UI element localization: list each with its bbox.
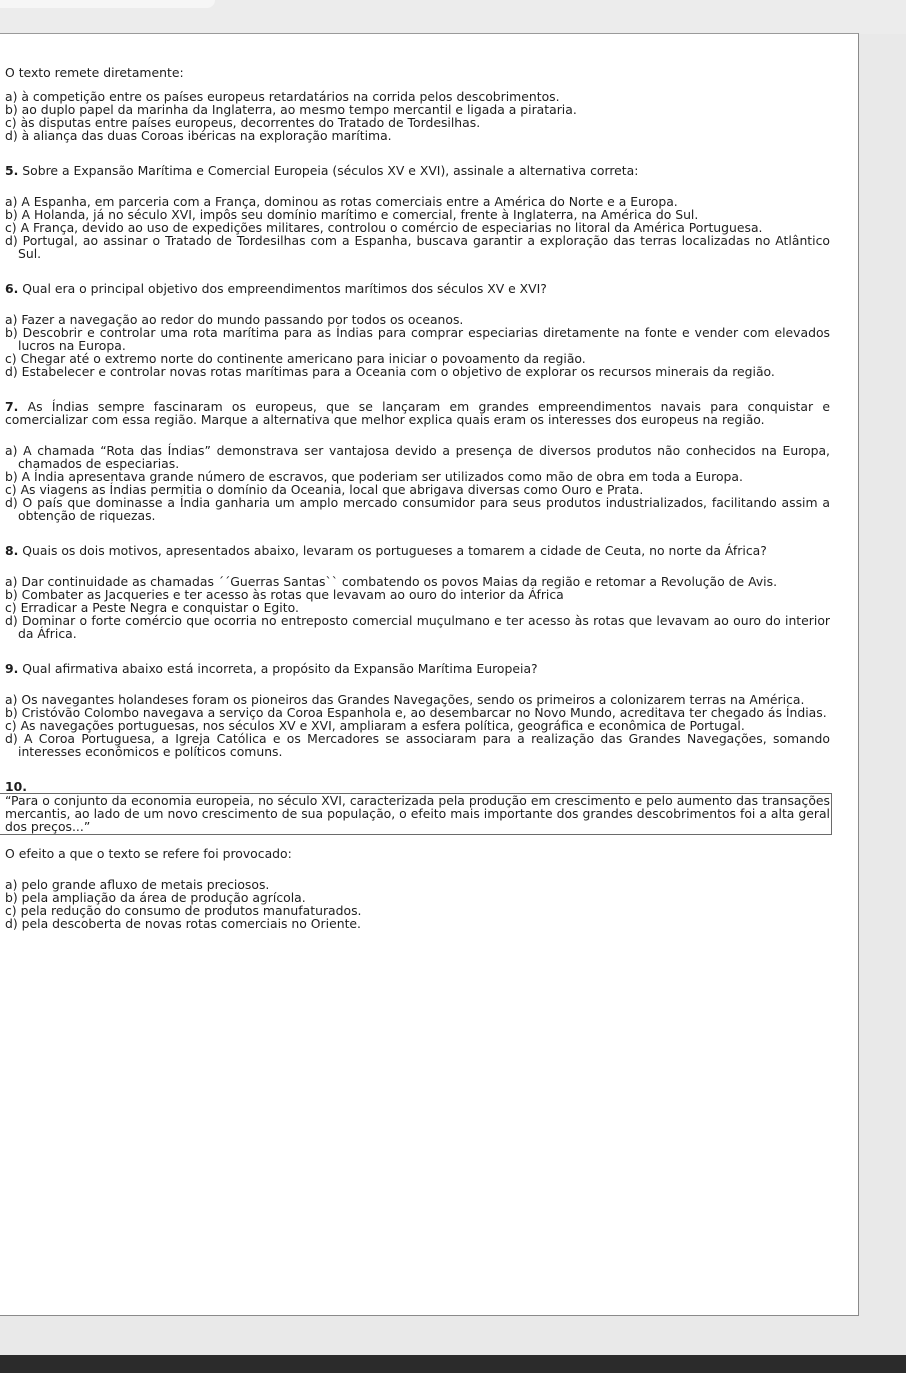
option-b: b) Combater as Jacqueries e ter acesso às rotas que levavam ao ouro do interior da África [5,587,564,602]
quote-box [0,793,832,835]
option-a: a) A chamada “Rota das Índias” demonstrava ser vantajosa devido a presença de diversos produtos não conhecidos na Europa, chamados de especiarias. [5,443,830,471]
option-c: c) pela redução do consumo de produtos manufaturados. [5,903,362,918]
option-c: c) As viagens as Índias permitia o domínio da Oceania, local que abrigava diversas como Ouro e Prata. [5,482,644,497]
option-b: b) A Holanda, já no século XVI, impôs seu domínio marítimo e comercial, frente à Inglaterra, na América do Sul. [5,207,699,222]
question-stem [5,282,830,295]
question-text: Qual era o principal objetivo dos empreendimentos marítimos dos séculos XV e XVI? [22,281,547,296]
question-7 [5,400,830,522]
option-a: a) à competição entre os países europeus retardatários na corrida pelos descobrimentos. [5,89,560,104]
option-d: d) Estabelecer e controlar novas rotas marítimas para a Oceania com o objetivo de explorar os recursos minerais da região. [5,364,775,379]
question-stem [5,662,830,675]
option-d: d) à aliança das duas Coroas ibéricas na exploração marítima. [5,128,392,143]
question-number: 8. [5,543,19,558]
top-tab-shape [0,0,215,8]
option-a: a) A Espanha, em parceria com a França, dominou as rotas comerciais entre a América do Norte e a Europa. [5,194,678,209]
question-stem [5,400,830,426]
question-6 [5,282,830,378]
option-a: a) Fazer a navegação ao redor do mundo passando por todos os oceanos. [5,312,464,327]
question-stem: O efeito a que o texto se refere foi provocado: [5,846,292,861]
option-d: d) A Coroa Portuguesa, a Igreja Católica e os Mercadores se associaram para a realização das Grandes Navegações, somando interesses econômicos e políticos comuns. [5,731,830,759]
option-b: b) Descobrir e controlar uma rota marítima para as Índias para comprar especiarias diretamente na fonte e vender com elevados lucros na Europa. [5,325,830,353]
option-c: c) A França, devido ao uso de expedições militares, controlou o comércio de especiarias no litoral da América Portuguesa. [5,220,763,235]
option-b: b) A Índia apresentava grande número de escravos, que poderiam ser utilizados como mão de obra em toda a Europa. [5,469,743,484]
question-stem [5,164,830,177]
option-a: a) Os navegantes holandeses foram os pioneiros das Grandes Navegações, sendo os primeiros a colonizarem terras na América. [5,692,805,707]
option-b: b) ao duplo papel da marinha da Inglaterra, ao mesmo tempo mercantil e ligada a pirataria. [5,102,577,117]
question-text: As Índias sempre fascinaram os europeus, que se lançaram em grandes empreendimentos navais para conquistar e comercializar com essa região. Marque a alternativa que melhor explica quais eram os interesses dos europeus na região. [5,399,830,427]
top-background [0,0,906,34]
option-b: b) pela ampliação da área de produção agrícola. [5,890,306,905]
question-10 [5,780,830,930]
option-a: a) pelo grande afluxo de metais preciosos. [5,877,270,892]
option-d: d) O país que dominasse a Índia ganharia um amplo mercado consumidor para seus produtos industrializados, facilitando assim a obtenção de riquezas. [5,495,830,523]
question-text: Qual afirmativa abaixo está incorreta, a propósito da Expansão Marítima Europeia? [22,661,538,676]
option-b: b) Cristóvão Colombo navegava a serviço da Coroa Espanhola e, ao desembarcar no Novo Mundo, acreditava ter chegado ás Índias. [5,705,827,720]
question-number: 6. [5,281,19,296]
intro-question [5,66,830,142]
question-text: Sobre a Expansão Marítima e Comercial Europeia (séculos XV e XVI), assinale a alternativa correta: [22,163,639,178]
option-d: d) pela descoberta de novas rotas comerciais no Oriente. [5,916,361,931]
option-c: c) às disputas entre países europeus, decorrentes do Tratado de Tordesilhas. [5,115,481,130]
option-c: c) Erradicar a Peste Negra e conquistar o Egito. [5,600,299,615]
option-c: c) Chegar até o extremo norte do continente americano para iniciar o povoamento da região. [5,351,586,366]
question-stem [5,544,830,557]
option-c: c) As navegações portuguesas, nos séculos XV e XVI, ampliaram a esfera política, geográfica e econômica de Portugal. [5,718,745,733]
document-content [5,66,830,930]
question-number: 9. [5,661,19,676]
question-stem: O texto remete diretamente: [5,65,184,80]
quote-text: “Para o conjunto da economia europeia, no século XVI, caracterizada pela produção em crescimento e pelo aumento das transações mercantis, ao lado de um novo crescimento de sua população, o efeito mais importante dos grandes descobrimentos foi a alta geral dos preços...” [5,793,830,834]
question-number: 10. [5,779,27,794]
question-number: 7. [5,399,19,414]
question-number: 5. [5,163,19,178]
option-d: d) Dominar o forte comércio que ocorria no entreposto comercial muçulmano e ter acesso às rotas que levavam ao ouro do interior da África. [5,613,830,641]
bottom-bar [0,1355,906,1373]
question-5 [5,164,830,260]
question-text: Quais os dois motivos, apresentados abaixo, levaram os portugueses a tomarem a cidade de Ceuta, no norte da África? [22,543,767,558]
option-a: a) Dar continuidade as chamadas ´´Guerras Santas`` combatendo os povos Maias da região e retomar a Revolução de Avis. [5,574,778,589]
option-d: d) Portugal, ao assinar o Tratado de Tordesilhas com a Espanha, buscava garantir a exploração das terras localizadas no Atlântico Sul. [5,233,830,261]
question-8 [5,544,830,640]
question-9 [5,662,830,758]
